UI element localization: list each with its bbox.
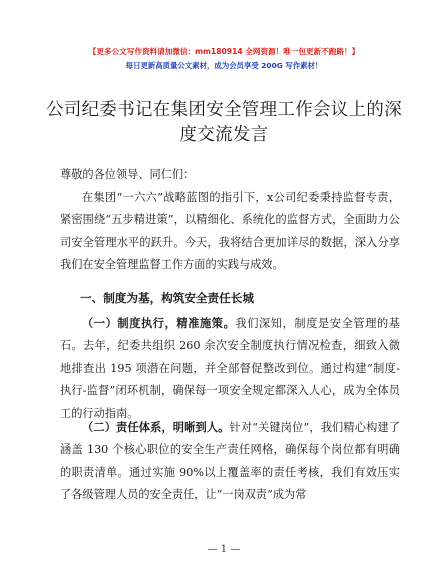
subsection-paragraph-2	[60, 416, 400, 507]
page-number: — 1 —	[207, 544, 241, 555]
document-title: 公司纪委书记在集团安全管理工作会议上的深度交流发言	[46, 100, 402, 145]
promo-banner-line2: 每日更新高质量公文素材，成为会员享受 200G 写作素材！	[125, 61, 323, 70]
subsection-label-1: （一）制度执行，精准施策。	[82, 316, 236, 330]
section-heading: 一、制度为基，构筑安全责任长城	[80, 291, 254, 305]
subsection-text-2: 针对“关键岗位”，我们精心构建了涵盖 130 个核心职位的安全生产责任网格，确保每个岗位都有明确的职责清单。通过实施 90%以上覆盖率的责任考核，我们有效压实了各级管理人员的安全责任，让“一岗双责”成为常	[60, 421, 400, 502]
subsection-text-1: 我们深知，制度是安全管理的基石。去年，纪委共组织 260 余次安全制度执行情况检查，细致入微地排查出 195 项潜在问题，并全部督促整改到位。通过构建“制度-执行-监督”闭环机制，确保每一项安全规定都深入人心，成为全体员工的行动指南。	[60, 317, 400, 420]
intro-paragraph: 在集团“一六六”战略蓝图的指引下，x公司纪委秉持监督专责，紧密围绕“五步精进策”，以精细化、系统化的监督方式，全面助力公司安全管理水平的跃升。今天，我将结合更加详尽的数据，深入分享我们在安全管理监督工作方面的实践与成效。	[60, 191, 400, 272]
promo-banner-line1: 【更多公文写作资料请加微信：mm180914 全网资源！唯一包更新不跑路！】	[88, 47, 360, 56]
subsection-paragraph-1	[60, 312, 400, 425]
greeting: 尊敬的各位领导、同仁们：	[60, 168, 195, 181]
subsection-label-2: （二）责任体系，明晰到人。	[82, 420, 230, 434]
